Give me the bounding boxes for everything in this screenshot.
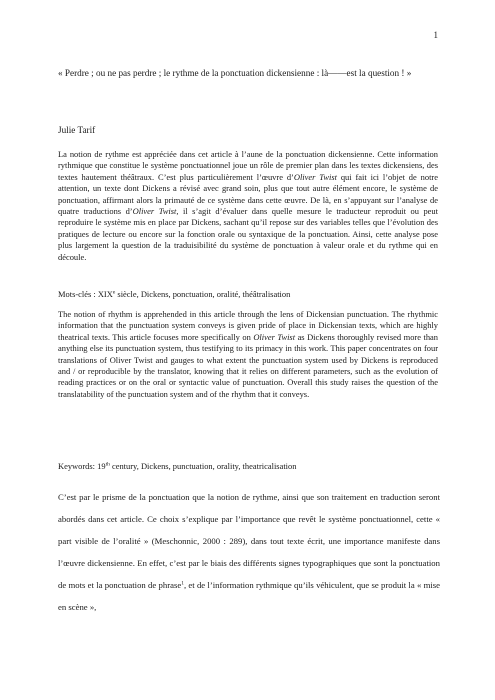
keywords-fr-sup: e: [112, 289, 116, 296]
abstract-fr-text-1: La notion de rythme est appréciée dans cet article à l’aune de la ponctuation dickensienne. Cette information rythmique que constitue le système ponctuationnel joue un rôle de premier plan dans les textes dickensiens, des textes hautement théâtraux. C’est plus particulièrement l’œuvre d’: [58, 149, 438, 182]
keywords-french: [58, 289, 438, 299]
abstract-en-title-1: Oliver Twist: [253, 331, 296, 342]
abstract-fr-title-2: Oliver Twist: [132, 206, 177, 217]
abstract-fr-text-2: qui fait ici l’objet de notre attention, un texte dont Dickens a révisé avec grand soin, plus que tout autre élément encore, le système de ponctuation, affirmant alors la primauté de ce système dans cette œuvre. De là, en s’appuyant sur l’analyse de quatre traductions d’: [58, 171, 438, 217]
article-title: « Perdre ; ou ne pas perdre ; le rythme de la ponctuation dickensienne : là——est la question ! »: [58, 68, 412, 78]
body-paragraph: [58, 487, 440, 618]
keywords-en-prefix: Keywords: 19: [58, 461, 106, 471]
body-text-1: C’est par le prisme de la ponctuation que la notion de rythme, ainsi que son traitement en traduction seront abordés dans cet article. Ce choix s’explique par l’importance que revêt le système ponctuationnel, cette « part visible de l’oralité » (Meschonnic, 2000 : 289), dans tout texte écrit, une importance manifeste dans l’œuvre dickensienne. En effet, c’est par le biais des différents signes typographiques que sont la ponctuation de mots et la ponctuation de phrase: [58, 492, 440, 590]
page-number: 1: [433, 30, 438, 40]
keywords-english: [58, 461, 438, 471]
abstract-fr-text-3: , il s’agit d’évaluer dans quelle mesure le traducteur reproduit ou peut reproduire le système mis en place par Dickens, sachant qu’il repose sur des variables telles que l’évolution des pratiques de lecture ou encore sur la fonction orale ou syntaxique de la ponctuation. Ainsi, cette analyse pose plus largement la question de la traduisibilité du système de ponctuation à valeur orale et du rythme qui en découle.: [58, 206, 438, 262]
keywords-en-sup: th: [105, 461, 110, 468]
abstract-en-text-1: The notion of rhythm is apprehended in this article through the lens of Dickensian punctuation. The rhythmic information that the punctuation system conveys is given pride of place in Dickensian texts, which are highly theatrical texts. This article focuses more specifically on: [58, 309, 438, 342]
body-text-2: , et de l’information rythmique qu’ils véhiculent, que se produit la « mise en scène »,: [58, 579, 440, 612]
footnote-ref[interactable]: 1: [181, 580, 184, 587]
abstract-fr-title-1: Oliver Twist: [293, 171, 337, 182]
abstract-english: [58, 309, 438, 400]
abstract-en-text-2: as Dickens thoroughly revised more than anything else its punctuation system, thus testifying to its primacy in this work. This paper concentrates on four translations of Oliver Twist and gauges to what extent the punctuation system used by Dickens is reproduced and / or reproducible by the translator, knowing that it relies on different parameters, such as the evolution of reading practices or on the oral or syntactic value of punctuation. Overall this study raises the question of the translatability of the punctuation system and of the rhythm that it conveys.: [58, 331, 438, 399]
keywords-fr-list: siècle, Dickens, ponctuation, oralité, théâtralisation: [115, 289, 291, 299]
body-text: [58, 487, 440, 618]
author-name: Julie Tarif: [58, 125, 96, 135]
abstract-french: [58, 149, 438, 263]
keywords-en-list: century, Dickens, punctuation, orality, theatricalisation: [109, 461, 297, 471]
keywords-fr-prefix: Mots-clés : XIX: [58, 289, 113, 299]
